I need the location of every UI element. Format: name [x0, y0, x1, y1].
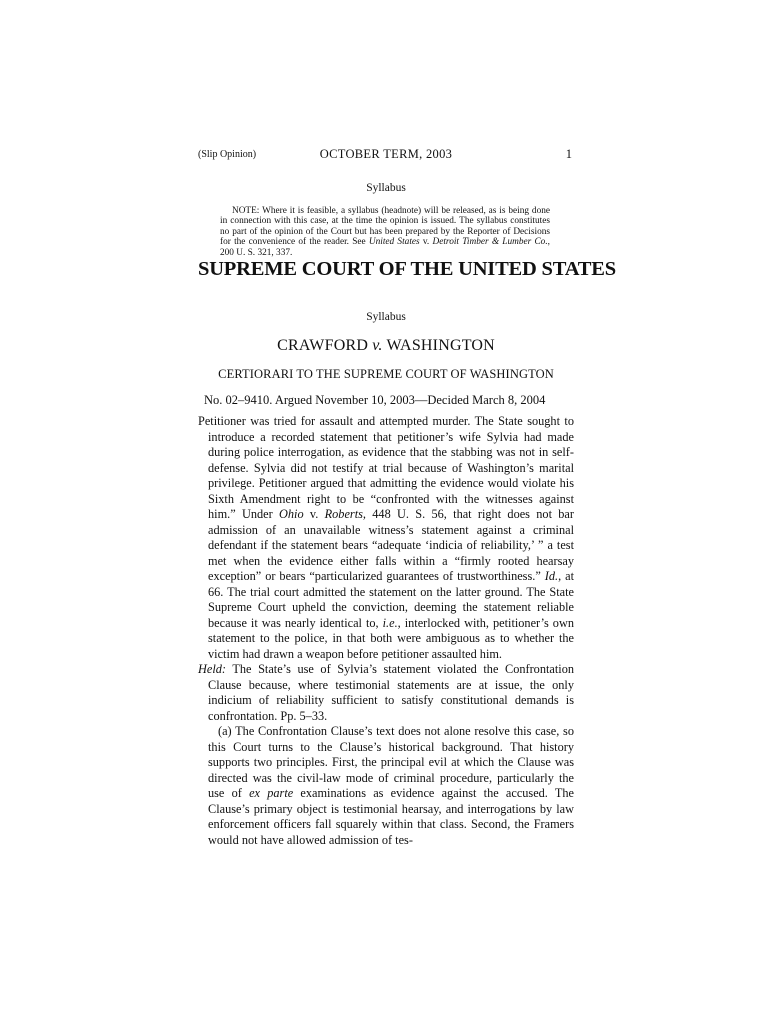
syllabus-subheading: Syllabus	[366, 311, 406, 323]
p1-ohio: Ohio	[279, 507, 304, 521]
p1-text-d: interlocked with, petitioner’s own statement to the police, in that both were ambiguous as to whether the victim had drawn a weapon before petitioner assaulted him.	[208, 615, 574, 661]
syllabus-body	[198, 414, 574, 848]
facts-paragraph	[198, 414, 574, 662]
page-number: 1	[565, 147, 572, 161]
p1-text-a: Petitioner was tried for assault and attempted murder. The State sought to introduce a recorded statement that petitioner’s wife Sylvia had made during police interrogation, as evidence that the stabbing was not in self-defense. Sylvia did not testify at trial because of Washington’s marital privilege. Petitioner argued that admitting the evidence would violate his Sixth Amendment right to be “confronted with the witnesses against him.” Under	[198, 414, 574, 521]
p3-text-b: examinations as evidence against the accused. The Clause’s primary object is testimonial hearsay, and interrogations by law enforcement officers fall squarely within that class. Second, the Framers would not have allowed admission of tes-	[208, 786, 575, 847]
note-cite-rest: , 200 U. S. 321, 337.	[220, 237, 550, 258]
term-label: OCTOBER TERM, 2003	[319, 147, 453, 161]
slip-opinion-page	[198, 0, 616, 1024]
slip-opinion-label: (Slip Opinion)	[198, 149, 257, 160]
p3-text-a: (a) The Confrontation Clause’s text does not alone resolve this case, so this Court turns to the Clause’s historical background. That history supports two principles. First, the principal evil at which the Clause was directed was the civil-law mode of criminal procedure, particularly the use of	[208, 724, 574, 800]
note-cite-case-a: United States	[368, 237, 420, 248]
case-v: v.	[372, 337, 383, 354]
p1-text-b: 448 U. S. 56, that right does not bar admission of an unavailable witness’s statement against a criminal defendant if the statement bears “adequate ‘indicia of reliability,’ ” a test met when the evidence either falls within a “firmly rooted hearsay exception” or bears “particularized guarantees of trustworthiness.”	[208, 507, 574, 583]
p1-id: Id.	[544, 569, 559, 583]
held-paragraph	[198, 662, 574, 724]
note-lead: NOTE: Where it is feasible, a syllabus (headnote) will be released, as is being done in connection with this case, at the time the opinion is issued. The syllabus constitutes no part of the opinion of the Court but has been prepared by the Reporter of Decisions for the convenience of the reader. See	[220, 206, 550, 248]
certiorari-line: CERTIORARI TO THE SUPREME COURT OF WASHINGTON	[218, 367, 554, 381]
case-respondent: WASHINGTON	[386, 337, 495, 354]
subsection-a-paragraph	[198, 724, 574, 848]
court-name: SUPREME COURT OF THE UNITED STATES	[198, 258, 616, 280]
case-title	[198, 337, 574, 355]
p1-v: v.	[303, 507, 325, 521]
p1-text-c: , at 66. The trial court admitted the statement on the latter ground. The State Supreme Court upheld the conviction, deeming the statement reliable because it was nearly identical to,	[208, 569, 574, 630]
case-petitioner: CRAWFORD	[277, 337, 369, 354]
docket-line: No. 02–9410. Argued November 10, 2003—Decided March 8, 2004	[204, 393, 546, 407]
note-cite-v: v.	[419, 237, 433, 248]
running-head	[198, 148, 574, 164]
held-text: The State’s use of Sylvia’s statement violated the Confrontation Clause because, where testimonial statements are at issue, the only indicium of reliability sufficient to satisfy constitutional demands is confrontation. Pp. 5–33.	[208, 662, 574, 723]
reporter-note	[220, 206, 550, 258]
syllabus-heading: Syllabus	[366, 182, 406, 194]
p1-ie: i.e.,	[382, 615, 401, 630]
reporter-note-text	[220, 206, 550, 258]
held-label: Held:	[198, 662, 226, 676]
note-cite-case-b: Detroit Timber & Lumber Co.	[432, 237, 548, 248]
p3-ex-parte: ex parte	[249, 786, 294, 800]
p1-roberts: Roberts,	[324, 507, 366, 521]
